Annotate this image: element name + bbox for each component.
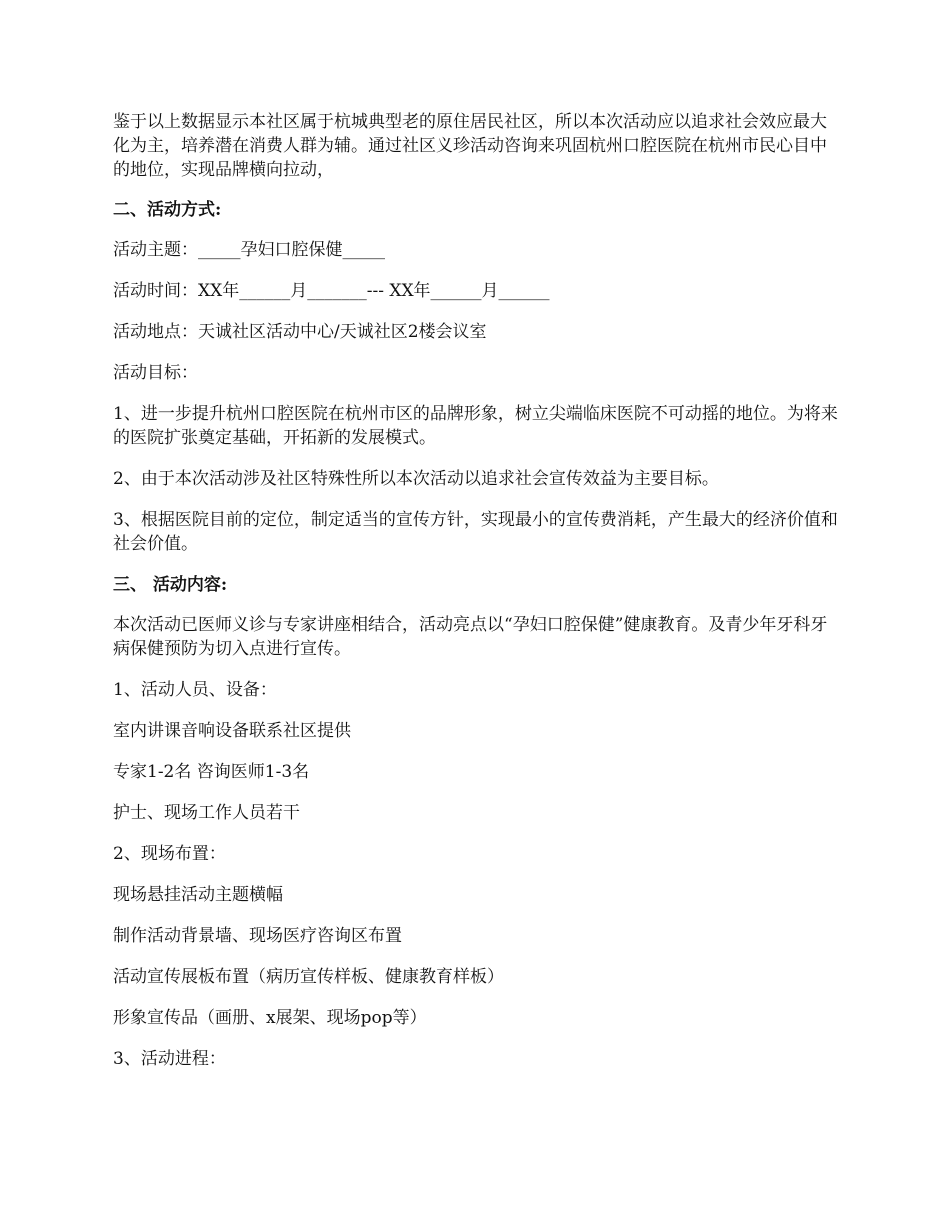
activity-location: 活动地点：天诚社区活动中心/天诚社区2楼会议室	[113, 322, 487, 342]
layout-item-1: 现场悬挂活动主题横幅	[113, 885, 283, 905]
personnel-heading: 1、活动人员、设备：	[113, 680, 277, 700]
intro-paragraph: 鉴于以上数据显示本社区属于杭城典型老的原住居民社区，所以本次活动应以追求社会效应最大化为主，培养潜在消费人群为辅。通过社区义珍活动咨询来巩固杭州口腔医院在杭州市民心目中的地位，实现品牌横向拉动，	[113, 112, 827, 180]
goal-item-3: 3、根据医院目前的定位，制定适当的宣传方针，实现最小的宣传费消耗，产生最大的经济价值和社会价值。	[113, 510, 838, 554]
goal-item-2: 2、由于本次活动涉及社区特殊性所以本次活动以追求社会宣传效益为主要目标。	[113, 469, 719, 489]
layout-item-3: 活动宣传展板布置（病历宣传样板、健康教育样板）	[113, 967, 504, 987]
process-heading: 3、活动进程：	[113, 1049, 226, 1069]
activity-theme: 活动主题：_____孕妇口腔保健_____	[113, 240, 385, 260]
section-heading-activity-method: 二、活动方式:	[113, 200, 222, 220]
personnel-item-3: 护士、现场工作人员若干	[113, 803, 300, 823]
layout-item-4: 形象宣传品（画册、x展架、现场pop等）	[113, 1008, 427, 1028]
section-heading-activity-content: 三、 活动内容:	[113, 575, 228, 595]
personnel-item-2: 专家1-2名 咨询医师1-3名	[113, 762, 310, 782]
goal-item-1: 1、进一步提升杭州口腔医院在杭州市区的品牌形象，树立尖端临床医院不可动摇的地位。为将来的医院扩张奠定基础，开拓新的发展模式。	[113, 404, 838, 448]
personnel-item-1: 室内讲课音响设备联系社区提供	[113, 721, 351, 741]
activity-time: 活动时间：XX年______月_______--- XX年______月______	[113, 281, 550, 301]
activity-goal-label: 活动目标：	[113, 363, 198, 383]
layout-heading: 2、现场布置：	[113, 844, 226, 864]
content-intro-paragraph: 本次活动已医师义诊与专家讲座相结合，活动亮点以“孕妇口腔保健”健康教育。及青少年牙科牙病保健预防为切入点进行宣传。	[113, 615, 828, 659]
layout-item-2: 制作活动背景墙、现场医疗咨询区布置	[113, 926, 402, 946]
